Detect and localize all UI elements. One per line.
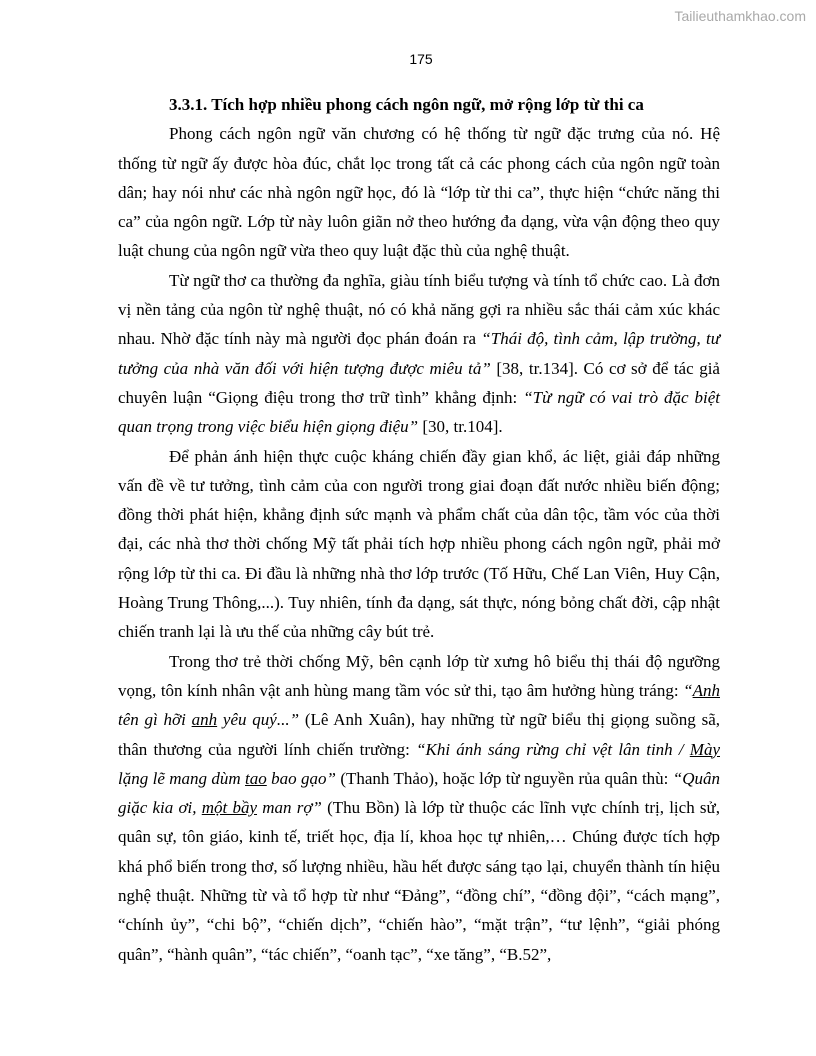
p2-text-c: [38, tr.134]. Có cơ sở để tác giả chuyên luận “Giọng điệu trong thơ trữ tình” khẳng định:: [118, 358, 720, 407]
document-body: [118, 90, 721, 969]
p4-quote-2: “Khi ánh sáng rừng chỉ vệt lân tinh / Mày lặng lẽ mang dùm tao bao gạo”: [118, 739, 720, 788]
p4-quote-3: “Quân giặc kia ơi, một bầy man rợ”: [118, 768, 721, 818]
paragraph-3: Để phản ánh hiện thực cuộc kháng chiến đầy gian khổ, ác liệt, giải đáp những vấn đề về tư tưởng, tình cảm của con người trong giai đoạn đất nước nhiều biến động; đồng thời phát hiện, khẳng định sức mạnh và phẩm chất của dân tộc, tầm vóc của thời đại, các nhà thơ thời chống Mỹ tất phải tích hợp nhiều phong cách ngôn ngữ, phải mở rộng lớp từ thi ca. Đi đầu là những nhà thơ lớp trước (Tố Hữu, Chế Lan Viên, Huy Cận, Hoàng Trung Thông,...). Tuy nhiên, tính đa dạng, sát thực, nóng bỏng chất đời, cập nhật chiến tranh lại là ưu thế của những cây bút trẻ.: [118, 446, 720, 642]
p4-quote-1: “Anh tên gì hỡi anh yêu quý...”: [118, 680, 720, 730]
paragraph-1: Phong cách ngôn ngữ văn chương có hệ thống từ ngữ đặc trưng của nó. Hệ thống từ ngữ ấy được hòa đúc, chắt lọc trong tất cả các phong cách của ngôn ngữ toàn dân; hay nói như các nhà ngôn ngữ học, đó là “lớp từ thi ca”, thực hiện “chức năng thi ca” của ngôn ngữ. Lớp từ này luôn giãn nở theo hướng đa dạng, vừa vận động theo quy luật chung của ngôn ngữ vừa theo quy luật đặc thù của nghệ thuật.: [118, 124, 720, 261]
paragraph-4: [118, 647, 720, 969]
watermark: Tailieuthamkhao.com: [674, 8, 806, 24]
p2-quote-2: “Từ ngữ có vai trò đặc biệt quan trọng trong việc biểu hiện giọng điệu”: [118, 387, 720, 437]
p2-text-e: [30, tr.104].: [418, 417, 503, 437]
p4-text-b: (Lê Anh Xuân), hay những từ ngữ biểu thị giọng suồng sã, thân thương của người lính chiến trường:: [118, 710, 720, 759]
p4-text-d: (Thu Bồn) là lớp từ thuộc các lĩnh vực chính trị, lịch sử, quân sự, tôn giáo, kinh tế, triết học, địa lí, khoa học tự nhiên,… Chúng được tích hợp khá phổ biến trong thơ, số lượng nhiều, hầu hết được sáng tạo lại, chuyển thành tín hiệu nghệ thuật. Những từ và tổ hợp từ như “Đảng”, “đồng chí”, “đồng đội”, “cách mạng”, “chính ủy”, “chi bộ”, “chiến dịch”, “chiến hào”, “mặt trận”, “tư lệnh”, “giải phóng quân”, “hành quân”, “tác chiến”, “oanh tạc”, “xe tăng”, “B.52”,: [118, 798, 720, 964]
page-number: 175: [409, 51, 433, 67]
p4-text-c: (Thanh Thảo), hoặc lớp từ nguyền rủa quân thù:: [335, 768, 673, 788]
p4-text-a: Trong thơ trẻ thời chống Mỹ, bên cạnh lớp từ xưng hô biểu thị thái độ ngưỡng vọng, tôn kính nhân vật anh hùng mang tầm vóc sử thi, tạo âm hưởng hùng tráng:: [118, 651, 720, 700]
p2-text-a: Từ ngữ thơ ca thường đa nghĩa, giàu tính biểu tượng và tính tổ chức cao. Là đơn vị nền tảng của ngôn từ nghệ thuật, nó có khả năng gợi ra nhiều sắc thái cảm xúc khác nhau. Nhờ đặc tính này mà người đọc phán đoán ra: [118, 270, 720, 349]
section-heading: 3.3.1. Tích hợp nhiều phong cách ngôn ngữ, mở rộng lớp từ thi ca: [169, 95, 644, 114]
p2-quote-1: “Thái độ, tình cảm, lập trường, tư tưởng của nhà văn đối với hiện tượng được miêu tả”: [118, 329, 720, 378]
paragraph-2: [118, 266, 720, 442]
